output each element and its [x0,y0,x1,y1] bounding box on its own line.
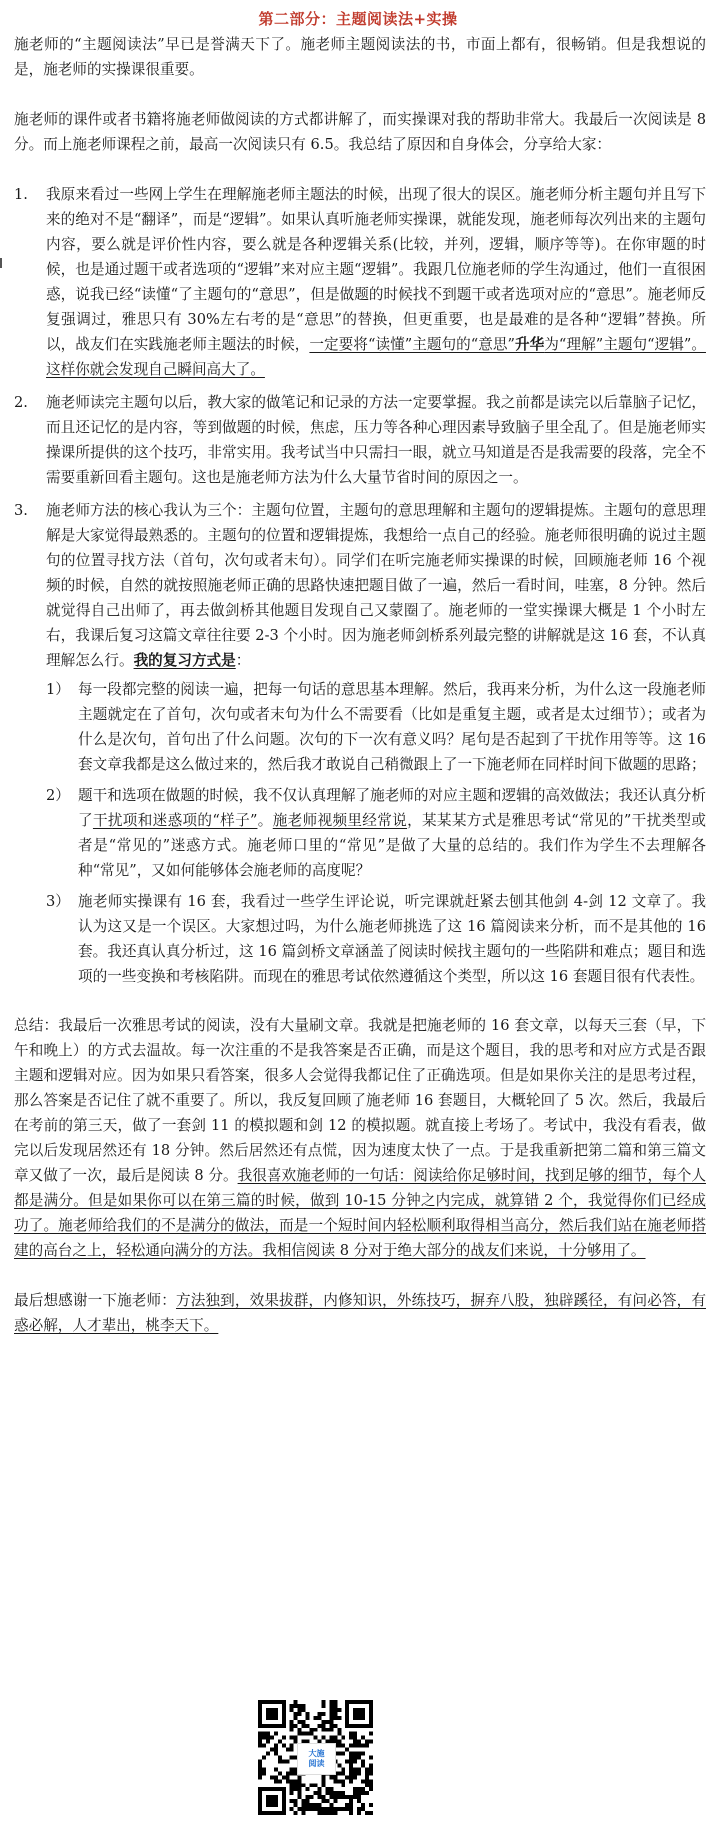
list-item-1-body: 我原来看过一些网上学生在理解施老师主题法的时候，出现了很大的误区。施老师分析主题句并且写下来的绝对不是“翻译”，而是“逻辑”。如果认真听施老师实操课，就能发现，施老师每次列出来的主题句内容，要么就是评价性内容，要么就是各种逻辑关系(比较，并列，逻辑，顺序等等)。在你审题的时候，也是通过题干或者选项的“逻辑”来对应主题“逻辑”。我跟几位施老师的学生沟通过，他们一直很困惑，说我已经“读懂“了主题句的“意思”，但是做题的时候找不到题干或者选项对应的“意思”。施老师反复强调过，雅思只有 30%左右考的是“意思”的替换，但更重要，也是最难的是各种“逻辑”替换。所以，战友们在实践施老师主题法的时候， [46,186,706,353]
list-item-2 [14,390,706,490]
sub-number-2: 2） [46,787,70,804]
list-number-2: 2. [14,394,28,411]
list-item-3-text [46,498,706,673]
qr-logo-line-1: 大施 [308,1749,325,1758]
summary-body: 总结：我最后一次雅思考试的阅读，没有大量刷文章。我就是把施老师的 16 套文章，以每天三套（早，下午和晚上）的方式去温故。每一次注重的不是我答案是否正确，而是这个题目，我的思考和对应方式是否跟主题和逻辑对应。因为如果只看答案，很多人会觉得我都记住了正确选项。但是如果你关注的是思考过程，那么答案是否记住了就不重要了。所以，我反复回顾了施老师 16 套题目，大概轮回了 5 次。然后，我最后在考前的第三天，做了一套剑 11 的模拟题和剑 12 的模拟题。就直接上考场了。考试中，我没有看表，做完以后发现居然还有 18 分钟。然后居然还有点慌，因为速度太快了一点。于是我重新把第二篇和第三篇文章又做了一次，最后是阅读 8 分。 [14,1017,706,1184]
list-item-1-underline-b: 为“理解”主题句“逻辑”。这样你就会发现自己瞬间高大了。 [46,336,706,378]
list-item-1-bold: 升华 [514,336,545,353]
intro-paragraph-1: 施老师的“主题阅读法”早已是誉满天下了。施老师主题阅读法的书，市面上都有，很畅销。但是我想说的是，施老师的实操课很重要。 [14,36,706,78]
sub-item-1-text: 每一段都完整的阅读一遍，把每一句话的意思基本理解。然后，我再来分析，为什么这一段施老师主题就定在了首句，次句或者末句为什么不需要看（比如是重复主题，或者是太过细节）；或者为什么是次句，首句出了什么问题。次句的下一次有意义吗？尾句是否起到了干扰作用等等。这 16 套文章我都是这么做过来的，然后我才敢说自己稍微跟上了一下施老师在同样时间下做题的思路； [78,681,706,773]
list-item-3-body: 施老师方法的核心我认为三个：主题句位置，主题句的意思理解和主题句的逻辑提炼。主题句的意思理解是大家觉得最熟悉的。主题句的位置和逻辑提炼，我想给一点自己的经验。施老师很明确的说过主题句的位置寻找方法（首句，次句或者末句）。同学们在听完施老师实操课的时候，回顾施老师 16 个视频的时候，自然的就按照施老师正确的思路快速把题目做了一遍，然后一看时间，哇塞，8 分钟。然后就觉得自己出师了，再去做剑桥其他题目发现自己又蒙圈了。施老师的一堂实操课大概是 1 个小时左右，我课后复习这篇文章往往要 2-3 个小时。因为施老师剑桥系列最完整的讲解就是这 16 套，不认真理解怎么行。 [46,502,706,669]
sub-item-2-underline-2: 施老师视频里经常说 [272,812,408,829]
qr-logo [297,1743,336,1775]
list-item-2-text: 施老师读完主题句以后，教大家的做笔记和记录的方法一定要掌握。我之前都是读完以后靠脑子记忆，而且还记忆的是内容，等到做题的时候，焦虑，压力等各种心理因素导致脑子里全乱了。但是施老师实操课所提供的这个技巧，非常实用。我考试当中只需扫一眼，就立马知道是否是我需要的段落，完全不需要重新回看主题句。这也是施老师方法为什么大量节省时间的原因之一。 [46,394,706,486]
sub-item-2-part-2: 。 [257,812,273,829]
thanks-lead: 最后想感谢一下施老师： [14,1292,176,1309]
section-title: 第二部分：主题阅读法+实操 [258,10,458,28]
sub-item-2-text [78,783,706,883]
sub-item-3-text: 施老师实操课有 16 套，我看过一些学生评论说，听完课就赶紧去刨其他剑 4-剑 12 文章了。我认为这又是一个误区。大家想过吗，为什么施老师挑选了这 16 篇阅读来分析，而不是其他的 16 套。我还真认真分析过，这 16 篇剑桥文章涵盖了阅读时候找主题句的一些陷阱和难点；题目和选项的一些变换和考核陷阱。而现在的雅思考试依然遵循这个类型，所以这 16 套题目很有代表性。 [78,893,706,985]
thanks-paragraph [14,1288,706,1338]
sub-item-3 [46,889,706,989]
thanks-underlined: 方法独到，效果拔群，内修知识，外练技巧，摒弃八股，独辟蹊径，有问必答，有惑必解，人才辈出，桃李天下。 [14,1292,706,1334]
list-item-1 [14,182,706,382]
sub-item-2-underline-1: 干扰项和迷惑项的“样子” [92,812,258,829]
qr-code-image [258,1700,373,1815]
list-item-3 [14,498,706,989]
summary-quote-underlined: 我很喜欢施老师的一句话：阅读给你足够时间，找到足够的细节，每个人都是满分。但是如果你可以在第三篇的时候，做到 10-15 分钟之内完成，就算错 2 个，我觉得你们已经成功了。施老师给我们的不是满分的做法，而是一个短时间内轻松顺利取得相当高分，然后我们站在施老师搭建的高台之上，轻松通向满分的方法。我相信阅读 8 分对于绝大部分的战友们来说，十分够用了。 [14,1167,706,1259]
list-number-1: 1. [14,186,28,203]
sub-item-1 [46,677,706,777]
sub-number-1: 1） [46,681,70,698]
sub-item-2 [46,783,706,883]
list-number-3: 3. [14,502,28,519]
sub-item-2-part-1: 题干和选项在做题的时候，我不仅认真理解了施老师的对应主题和逻辑的高效做法；我还认真分析了 [78,787,706,829]
list-item-1-text [46,182,706,382]
review-method-label: 我的复习方式是 [133,652,236,669]
list-item-1-underline-a: 一定要将“读懂”主题句的“意思” [309,336,515,353]
margin-mark [0,258,2,268]
review-sublist [46,677,706,989]
sub-item-2-part-3: ，某某某方式是雅思考试“常见的”干扰类型或者是“常见的”迷惑方式。施老师口里的“常见”是做了大量的总结的。我们作为学生不去理解各种“常见”，又如何能够体会施老师的高度呢？ [78,812,706,879]
qr-logo-line-2: 阅读 [308,1759,325,1768]
review-colon: ： [235,652,251,669]
sub-number-3: 3） [46,893,70,910]
article-body [14,32,706,1338]
intro-paragraph-2: 施老师的课件或者书籍将施老师做阅读的方式都讲解了，而实操课对我的帮助非常大。我最后一次阅读是 8 分。而上施老师课程之前，最高一次阅读只有 6.5。我总结了原因和自身体会，分享给大家： [14,111,706,153]
summary-paragraph [14,1013,706,1263]
